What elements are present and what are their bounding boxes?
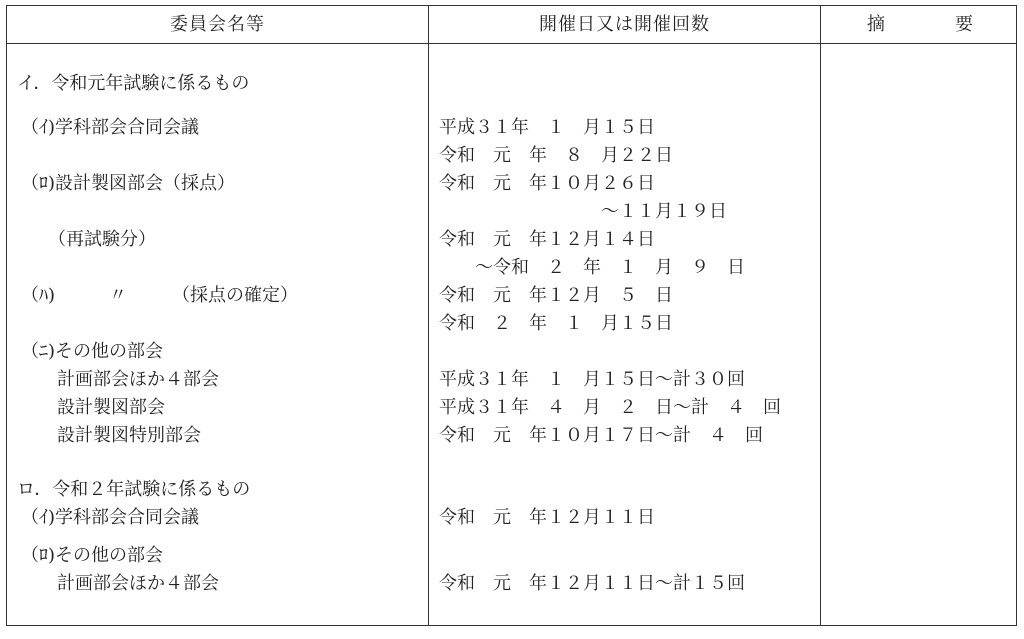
meeting-date: ～令和 ２ 年 １ 月 ９ 日	[439, 257, 745, 278]
committee-name: 計画部会ほか４部会	[39, 369, 219, 390]
committee-name: （再試験分）	[21, 229, 156, 250]
meeting-date: 令和 元 年１２月 ５ 日	[439, 285, 673, 306]
committee-name: （ﾊ) 〃 （採点の確定）	[21, 285, 299, 306]
header-dates: 開催日又は開催回数	[539, 14, 710, 35]
committee-name: 設計製図部会	[39, 397, 165, 418]
column-divider-2	[820, 6, 821, 625]
committee-name: 計画部会ほか４部会	[39, 573, 219, 594]
meeting-date: 平成３１年 １ 月１５日～計３０回	[439, 369, 745, 390]
committee-name: 設計製図特別部会	[39, 425, 201, 446]
meeting-date: 平成３１年 １ 月１５日	[439, 117, 655, 138]
column-divider-1	[428, 6, 429, 625]
committee-name: （ｲ)学科部会合同会議	[21, 507, 200, 528]
meeting-date: 平成３１年 ４ 月 ２ 日～計 ４ 回	[439, 397, 781, 418]
committee-name: （ﾛ)設計製図部会（採点）	[21, 173, 236, 194]
meeting-date: 令和 元 年１０月２６日	[439, 173, 655, 194]
header-divider	[7, 43, 1016, 44]
meeting-date: 令和 ２ 年 １ 月１５日	[439, 313, 673, 334]
committee-table	[6, 5, 1017, 626]
header-remarks-char-2: 要	[955, 14, 974, 35]
meeting-date: ～１１月１９日	[439, 201, 727, 222]
meeting-date: 令和 元 年 ８ 月２２日	[439, 145, 673, 166]
header-remarks	[821, 6, 1018, 43]
meeting-date: 令和 元 年１２月１１日～計１５回	[439, 573, 745, 594]
section-title-r2: ロ．令和２年試験に係るもの	[17, 479, 251, 500]
committee-name: （ﾆ)その他の部会	[21, 341, 164, 362]
meeting-date: 令和 元 年１２月１１日	[439, 507, 655, 528]
section-title-r1: イ．令和元年試験に係るもの	[17, 73, 250, 94]
header-committee: 委員会名等	[170, 14, 265, 35]
committee-name: （ｲ)学科部会合同会議	[21, 117, 200, 138]
header-remarks-char-1: 摘	[867, 14, 886, 35]
committee-name: （ﾛ)その他の部会	[21, 545, 164, 566]
meeting-date: 令和 元 年１０月１７日～計 ４ 回	[439, 425, 763, 446]
meeting-date: 令和 元 年１２月１４日	[439, 229, 655, 250]
